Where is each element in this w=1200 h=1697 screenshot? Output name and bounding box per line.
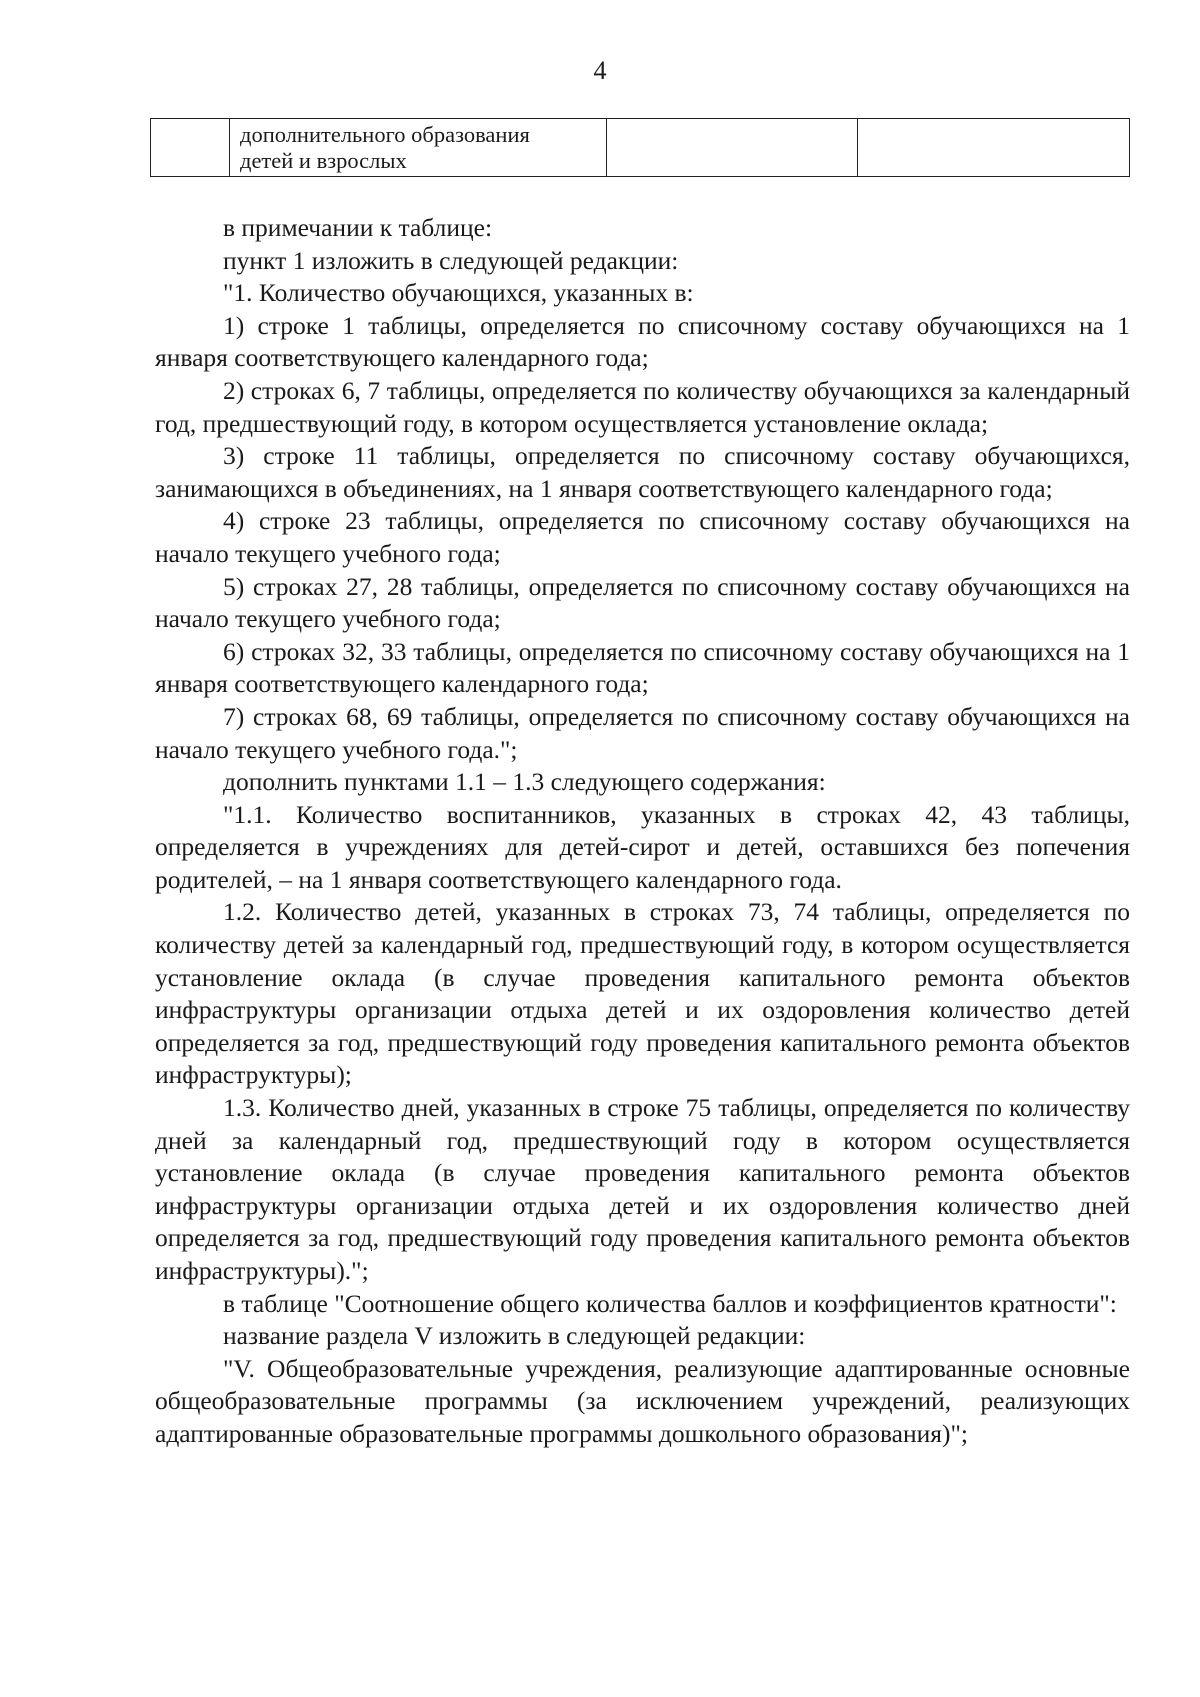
paragraph: "1. Количество обучающихся, указанных в: — [223, 278, 694, 308]
paragraph: 3) строке 11 таблицы, определяется по списочному составу обучающихся, занимающихся в объединениях, на 1 января соответствующего календарного года; — [155, 441, 1130, 503]
table-cell-name — [230, 119, 607, 177]
page-number: 4 — [593, 56, 607, 85]
paragraph: 2) строках 6, 7 таблицы, определяется по количеству обучающихся за календарный год, предшествующий году, в котором осуществляется установление оклада; — [155, 375, 1130, 438]
paragraph: пункт 1 изложить в следующей редакции: — [223, 245, 679, 275]
table-cell-indicator — [607, 119, 858, 177]
document-body — [155, 212, 1130, 1451]
table-cell-name-line: дополнительного образования — [240, 122, 530, 147]
paragraph: 1.2. Количество детей, указанных в строках 73, 74 таблицы, определяется по количеству детей за календарный год, предшествующий году, в котором осуществляется установление оклада (в случае проведения капитального ремонта объектов инфраструктуры организации отдыха детей и их оздоровления количество детей определяется за год, предшествующий году проведения капитального ремонта объектов инфраструктуры); — [155, 897, 1130, 1090]
table-cell-name-line: детей и взрослых — [240, 148, 407, 173]
paragraph: 7) строках 68, 69 таблицы, определяется по списочному составу обучающихся на начало текущего учебного года."; — [155, 701, 1130, 764]
table-cell-number — [151, 119, 230, 177]
paragraph: 6) строках 32, 33 таблицы, определяется по списочному составу обучающихся на 1 января соответствующего календарного года; — [155, 636, 1130, 699]
paragraph: 4) строке 23 таблицы, определяется по списочному составу обучающихся на начало текущего учебного года; — [155, 506, 1130, 568]
table-row — [151, 119, 1130, 177]
paragraph: 1.3. Количество дней, указанных в строке 75 таблицы, определяется по количеству дней за календарный год, предшествующий году в котором осуществляется установление оклада (в случае проведения капитального ремонта объектов инфраструктуры организации отдыха детей и их оздоровления количество дней определяется за год, предшествующий году проведения капитального ремонта объектов инфраструктуры)."; — [155, 1093, 1130, 1285]
paragraph: в таблице "Соотношение общего количества баллов и коэффициентов кратности": — [223, 1288, 1117, 1318]
paragraph: 5) строках 27, 28 таблицы, определяется по списочному составу обучающихся на начало текущего учебного года; — [155, 571, 1130, 634]
paragraph: название раздела V изложить в следующей редакции: — [223, 1321, 806, 1351]
paragraph: "1.1. Количество воспитанников, указанных в строках 42, 43 таблицы, определяется в учреждениях для детей-сирот и детей, оставшихся без попечения родителей, – на 1 января соответствующего календарного года. — [155, 799, 1130, 894]
continuation-table — [150, 118, 1130, 177]
paragraph: 1) строке 1 таблицы, определяется по списочному составу обучающихся на 1 января соответствующего календарного года; — [155, 310, 1130, 373]
paragraph: дополнить пунктами 1.1 – 1.3 следующего содержания: — [223, 767, 826, 797]
table-cell-score — [858, 119, 1130, 177]
paragraph: в примечании к таблице: — [223, 213, 493, 242]
paragraph: "V. Общеобразовательные учреждения, реализующие адаптированные основные общеобразовательные программы (за исключением учреждений, реализующих адаптированные образовательные программы дошкольного образования)"; — [155, 1353, 1130, 1448]
